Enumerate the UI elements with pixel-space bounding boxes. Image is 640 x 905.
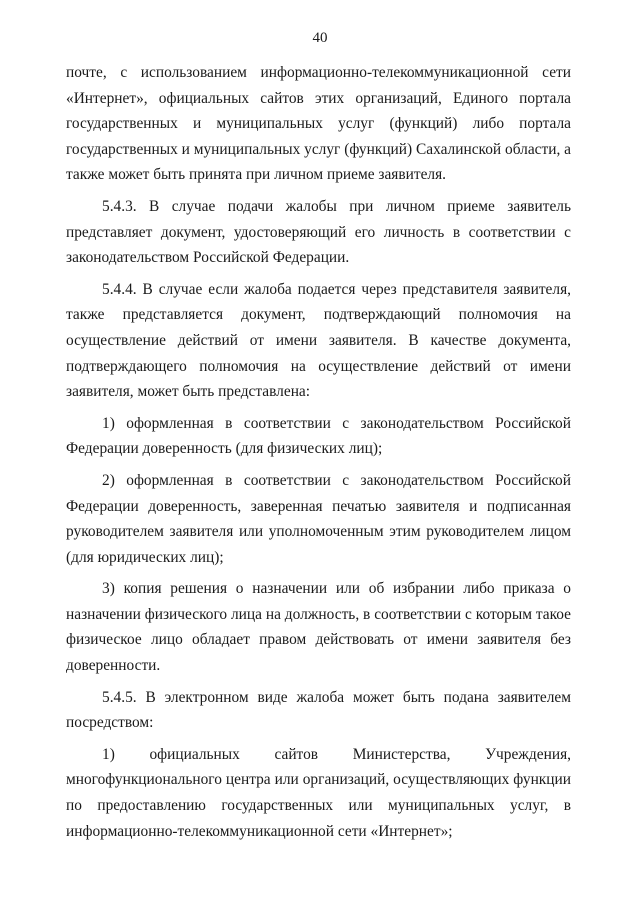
- list-item-electronic-1: 1) официальных сайтов Министерства, Учреждения, многофункционального центра или организаций, осуществляющих функции по предоставлению государственных или муниципальных услуг, в информационно-телекоммуникационной сети «Интернет»;: [66, 745, 571, 840]
- page-number: 40: [312, 30, 328, 46]
- document-body: [66, 60, 571, 850]
- paragraph-5-4-3: 5.4.3. В случае подачи жалобы при личном приеме заявитель представляет документ, удостоверяющий его личность в соответствии с законодательством Российской Федерации.: [66, 197, 571, 267]
- paragraph-5-4-5: 5.4.5. В электронном виде жалоба может быть подана заявителем посредством:: [66, 688, 571, 732]
- paragraph-5-4-4: 5.4.4. В случае если жалоба подается через представителя заявителя, также представляется документ, подтверждающий полномочия на осуществление действий от имени заявителя. В качестве документа, подтверждающего полномочия на осуществление действий от имени заявителя, может быть представлена:: [66, 280, 571, 401]
- paragraph-continuation: почте, с использованием информационно-телекоммуникационной сети «Интернет», официальных сайтов этих организаций, Единого портала государственных и муниципальных услуг (функций) либо портала государственных и муниципальных услуг (функций) Сахалинской области, а также может быть принята при личном приеме заявителя.: [66, 64, 571, 184]
- list-item-2: 2) оформленная в соответствии с законодательством Российской Федерации доверенность, заверенная печатью заявителя и подписанная руководителем заявителя или уполномоченным этим руководителем лицом (для юридических лиц);: [66, 471, 571, 566]
- list-item-3: 3) копия решения о назначении или об избрании либо приказа о назначении физического лица на должность, в соответствии с которым такое физическое лицо обладает правом действовать от имени заявителя без доверенности.: [66, 580, 571, 675]
- list-item-1: 1) оформленная в соответствии с законодательством Российской Федерации доверенность (для физических лиц);: [66, 414, 571, 458]
